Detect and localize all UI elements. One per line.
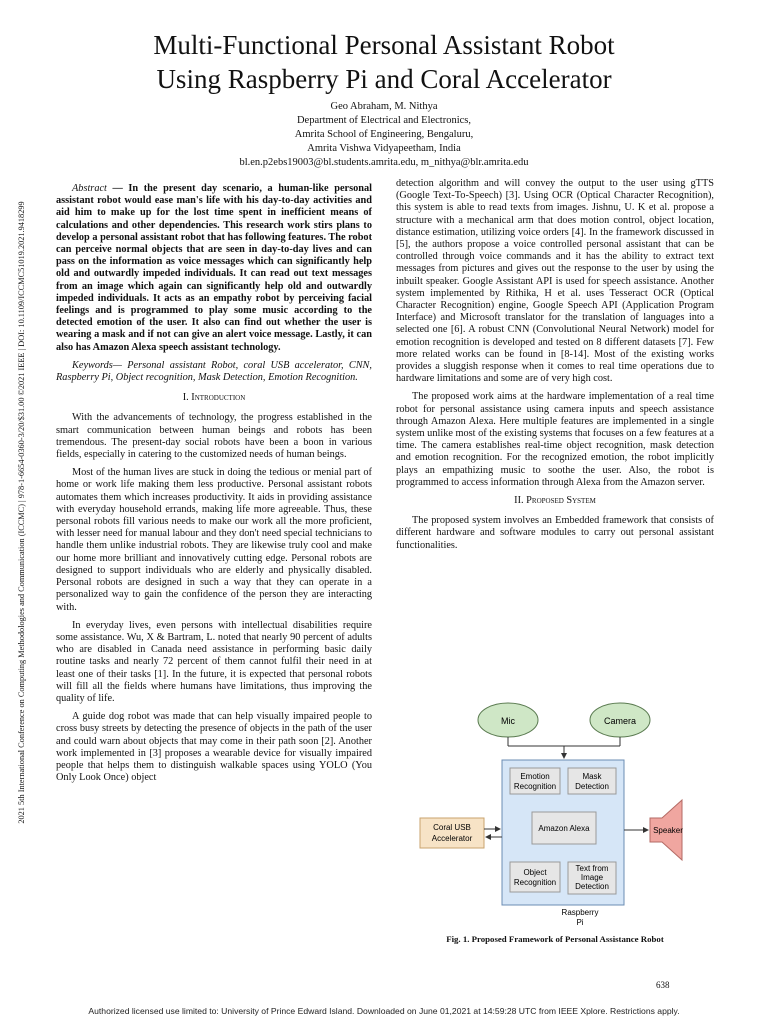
paragraph: In everyday lives, even persons with intellectual disabilities require some assistance. Wu, X & Bartram, L. noted that nearly 90 percent of adults who are disabled in Canada need assistance in performing basic daily routine tasks and nearly 72 percent of them cannot fulfil their need in at least one of their tasks [1]. In the future, it is expected that personal robots will fill all the fields where humans have limitations, thus improving the quality of life. (56, 619, 372, 704)
conference-sidebar (14, 148, 28, 883)
abstract (56, 183, 372, 354)
rpi-label-2: Pi (576, 918, 584, 927)
ieee-license-footer: Authorized licensed use limited to: University of Prince Edward Island. Downloaded on June 01,2021 at 14:59:28 UTC from IEEE Xplore. Restrictions apply. (88, 1006, 680, 1016)
text-label-1: Text from (575, 864, 609, 873)
paragraph: A guide dog robot was made that can help visually impaired people to cross busy streets by detecting the presence of objects in the path of the user and could warn about objects that may come in their path soon [2]. Another work implemented in [3] proposes a wearable device for visually impaired people that helps them to distinguish walkable spaces using YOLO (You Only Look Once) object (56, 711, 372, 784)
author-department: Department of Electrical and Electronics, (296, 115, 472, 126)
title-line-1: Multi-Functional Personal Assistant Robot (153, 30, 615, 60)
framework-diagram (410, 700, 710, 930)
conference-citation: 2021 5th International Conference on Computing Methodologies and Communication (ICCMC) | 978-1-6654-0360-3/20/$31.00 ©2021 IEEE | DOI: 10.1109/ICCMC51019.2021.9418299 (17, 201, 26, 824)
author-emails: bl.en.p2ebs19003@bl.students.amrita.edu, m_nithya@blr.amrita.edu (239, 157, 529, 168)
emotion-label-2: Recognition (513, 782, 557, 791)
abstract-text: — In the present day scenario, a human-like personal assistant robot would ease man's life with his day-to-day activities and aid him to make up for the lost time spent in inefficient means of calculations and other dependencies. This research work stirs plans to develop a personal assistant robot that has following features. The robot can perceive normal objects that are seen in day-to-day lives and can pass on the information as voice messages which can significantly help old and outwardly impeded individuals. It can read out text messages from an image which again can significantly help old and outwardly impeded individuals. It acts as an empathy robot by perceiving facial feelings and is programmed to play some music according to the detected emotion of the user. It also can find out whether the user is wearing a mask and if not can give an alert voice message. Lastly, it can also has Amazon Alexa speech assistant technology. (56, 183, 372, 353)
section-heading-introduction: I. Introduction (182, 392, 246, 404)
author-university: Amrita Vishwa Vidyapeetham, India (307, 143, 461, 154)
mic-label: Mic (501, 716, 515, 726)
keywords: Keywords— Personal assistant Robot, coral USB accelerator, CNN, Raspberry Pi, Object recognition, Mask Detection, Emotion Recognition. (56, 359, 372, 384)
paragraph: Most of the human lives are stuck in doing the tedious or menial part of home or work life making them less productive. Personal assistant robots automates them which increases productivity. It aids in providing assistance with everyday household errands, making life more agreeable. Thus, these personal robots fill various needs to make our work all the more proficient, with lesser need for manual labour and they don't need special technicians to handle them unlike industrial robots. They are likewise truly cool and make our home more brilliant and innovatively cutting edge. Personal robots are designed to support individuals who are elderly and physically disabled. Personal robots are designed in such a way that they can operate in a personalized way to gain the confidence of the person they are interacting with. (56, 467, 372, 613)
author-block (0, 100, 768, 170)
title-line-2: Using Raspberry Pi and Coral Accelerator (156, 64, 612, 94)
paragraph: With the advancements of technology, the progress established in the smart communication between human beings and robots has been tremendous. The present-day social robots have been a boon in various fields, especially in catering to the customized needs of human beings. (56, 412, 372, 461)
alexa-label: Amazon Alexa (538, 824, 590, 833)
coral-label-1: Coral USB (433, 823, 471, 832)
paragraph: detection algorithm and will convey the output to the user using gTTS (Google Text-To-Speech) [3]. Using OCR (Optical Character Recognition), this system is able to read texts from images. Jishnu, U. K et al. propose a structure with a mechanical arm that does motion control, object location, distance estimation, utilizing voice orders [4]. In the framework discussed in [5], the authors propose a voice controlled personal assistant that can be controlled through voice commands and it has the ability to extract text messages from pictures and gives out the response to the user by using the inbuilt speaker. Google Assistant API is used for speech assistance. Another system implemented by Rithika, H et al. uses Tesseract OCR (Optical Character Recognition) engine, Google Speech API (Application Program Interface) and Microsoft translator for the translation of languages into a selected one [6]. A robust CNN (Convolutional Neural Network) model for emotion recognition is developed and tested on 8 different datasets [7]. Few more related works can be found in [8-14]. Most of the existing works provides a sluggish response when it comes to real time operations due to hardware limitations and some are of very high cost. (396, 178, 714, 385)
mask-label-1: Mask (582, 772, 602, 781)
page-number: 638 (656, 980, 670, 990)
left-column (56, 183, 372, 790)
text-label-3: Detection (575, 882, 609, 891)
paper-title (0, 28, 768, 96)
coral-label-2: Accelerator (431, 834, 473, 843)
camera-label: Camera (603, 716, 637, 726)
figure-caption: Fig. 1. Proposed Framework of Personal Assistance Robot (446, 934, 664, 944)
object-label-2: Recognition (513, 878, 557, 887)
text-label-2: Image (580, 873, 604, 882)
paragraph: The proposed work aims at the hardware implementation of a real time robot for personal assistance using camera inputs and speech assistance through Amazon Alexa. Here multiple features are implemented in a single system unlike most of the existing systems that focuses on a few features at a time. The camera establishes real-time object recognition, mask detection and emotion recognition. For the recognized emotion, the robot implicitly plays an empathizing music to soothe the user. Also, the robot is programmed to access information through Alexa from the Amazon server. (396, 391, 714, 488)
section-heading-proposed-system: II. Proposed System (514, 495, 596, 507)
paragraph: The proposed system involves an Embedded framework that consists of different hardware and software modules to carry out personal assistant functionalities. (396, 515, 714, 551)
author-names: Geo Abraham, M. Nithya (330, 101, 438, 112)
rpi-label-1: Raspberry (561, 908, 599, 917)
speaker-label: Speaker (653, 826, 683, 835)
object-label-1: Object (523, 868, 547, 877)
mask-label-2: Detection (575, 782, 609, 791)
right-column (396, 178, 714, 558)
emotion-label-1: Emotion (520, 772, 550, 781)
author-school: Amrita School of Engineering, Bengaluru, (294, 129, 474, 140)
object-recognition-box (510, 862, 560, 892)
abstract-label: Abstract (72, 183, 107, 194)
